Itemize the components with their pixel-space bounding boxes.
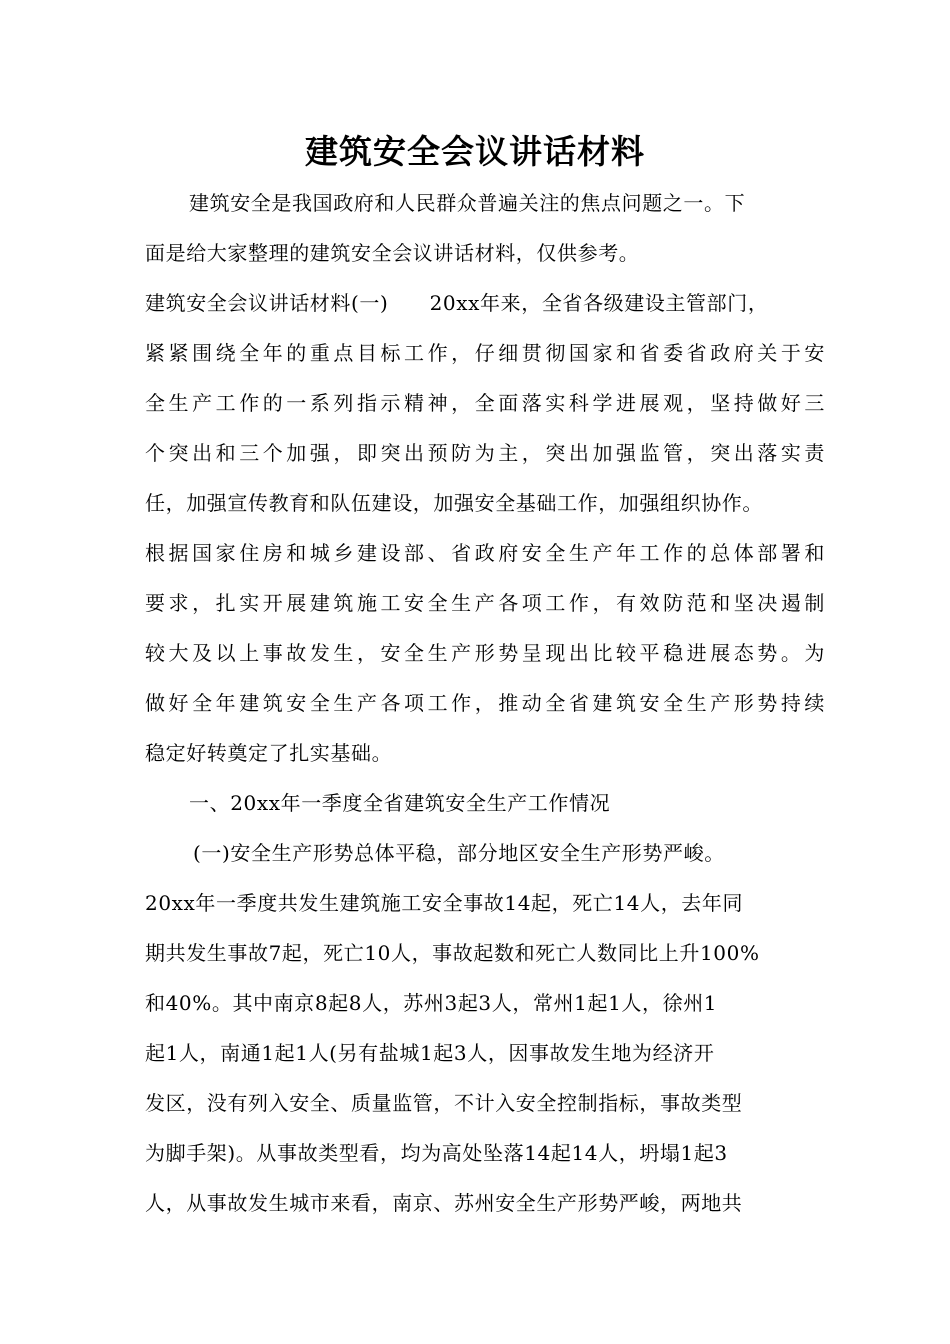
- subsection-heading: (一)安全生产形势总体平稳，部分地区安全生产形势严峻。: [193, 841, 725, 865]
- paragraph-line: 个突出和三个加强，即突出预防为主，突出加强监管，突出落实责: [145, 441, 825, 465]
- section-heading: 一、20xx年一季度全省建筑安全生产工作情况: [189, 791, 611, 815]
- paragraph-line: 紧紧围绕全年的重点目标工作，仔细贯彻国家和省委省政府关于安: [145, 341, 825, 365]
- paragraph-line: 期共发生事故7起，死亡10人，事故起数和死亡人数同比上升100%: [145, 941, 760, 965]
- paragraph-line: 为脚手架)。从事故类型看，均为高处坠落14起14人，坍塌1起3: [145, 1141, 728, 1165]
- paragraph-line: 和40%。其中南京8起8人，苏州3起3人，常州1起1人，徐州1: [145, 991, 718, 1015]
- paragraph-line: 全生产工作的一系列指示精神，全面落实科学进展观，坚持做好三: [145, 391, 825, 415]
- document-title: 建筑安全会议讲话材料: [305, 132, 645, 171]
- paragraph-line: 根据国家住房和城乡建设部、省政府安全生产年工作的总体部署和: [145, 541, 825, 565]
- paragraph-line: 任，加强宣传教育和队伍建设，加强安全基础工作，加强组织协作。: [145, 491, 763, 515]
- paragraph-line: 较大及以上事故发生，安全生产形势呈现出比较平稳进展态势。为: [145, 641, 825, 665]
- paragraph-line: 建筑安全是我国政府和人民群众普遍关注的焦点问题之一。下: [189, 191, 746, 215]
- paragraph-line: 发区，没有列入安全、质量监管，不计入安全控制指标，事故类型: [145, 1091, 743, 1115]
- paragraph-line: 建筑安全会议讲话材料(一) 20xx年来，全省各级建设主管部门，: [145, 291, 769, 315]
- document-body: [145, 178, 825, 1228]
- paragraph-line: 要求，扎实开展建筑施工安全生产各项工作，有效防范和坚决遏制: [145, 591, 825, 615]
- paragraph-line: 做好全年建筑安全生产各项工作，推动全省建筑安全生产形势持续: [145, 691, 825, 715]
- paragraph-line: 20xx年一季度共发生建筑施工安全事故14起，死亡14人，去年同: [145, 891, 744, 915]
- paragraph-line: 人，从事故发生城市来看，南京、苏州安全生产形势严峻，两地共: [145, 1191, 743, 1215]
- paragraph-line: 稳定好转奠定了扎实基础。: [145, 741, 393, 765]
- paragraph-line: 起1人，南通1起1人(另有盐城1起3人，因事故发生地为经济开: [145, 1041, 715, 1065]
- paragraph-line: 面是给大家整理的建筑安全会议讲话材料，仅供参考。: [145, 241, 640, 265]
